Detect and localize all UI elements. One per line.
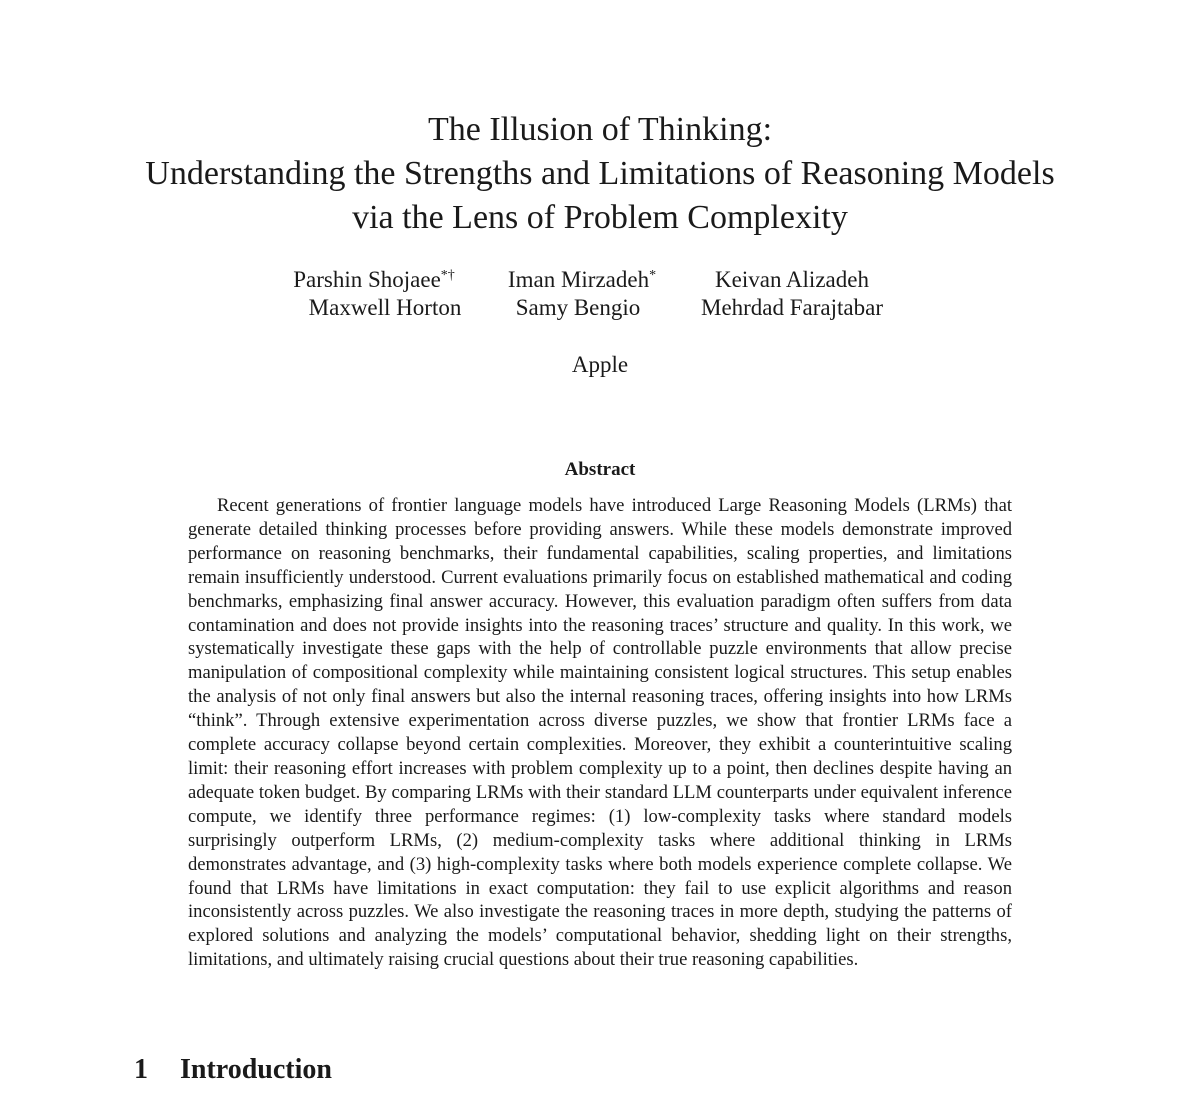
author-alizadeh	[715, 266, 869, 294]
author-name: Parshin Shojaee	[293, 267, 441, 292]
affiliation: Apple	[571, 352, 629, 377]
section-heading-introduction	[134, 1052, 332, 1088]
author-footnote-mark: *	[649, 268, 657, 283]
author-name: Iman Mirzadeh	[507, 267, 650, 292]
author-name: Keivan Alizadeh	[715, 267, 869, 292]
author-farajtabar	[701, 294, 883, 322]
title-line-2: Understanding the Strengths and Limitations of Reasoning Models	[145, 155, 1055, 192]
author-horton	[309, 294, 462, 322]
author-bengio	[516, 294, 641, 322]
author-name: Samy Bengio	[515, 295, 641, 320]
title-line-1: The Illusion of Thinking:	[427, 111, 773, 148]
section-title: Introduction	[180, 1054, 332, 1085]
author-mirzadeh	[508, 266, 656, 294]
author-name: Mehrdad Farajtabar	[700, 295, 884, 320]
paper-title	[0, 108, 1200, 240]
author-name: Maxwell Horton	[308, 295, 462, 320]
abstract-heading: Abstract	[564, 459, 636, 480]
section-number: 1	[134, 1054, 148, 1085]
author-shojaee	[293, 266, 455, 294]
title-line-3: via the Lens of Problem Complexity	[352, 199, 848, 236]
abstract-text: Recent generations of frontier language models have introduced Large Reasoning Models (LRMs) that generate detailed thinking processes before providing answers. While these models demonstrate improved performance on reasoning benchmarks, their fundamental capabilities, scaling properties, and limitations remain insufficiently understood. Current evaluations primarily focus on established mathematical and coding benchmarks, emphasizing final answer accuracy. However, this evaluation paradigm often suffers from data contamination and does not provide insights into the reasoning traces’ structure and quality. In this work, we systematically investigate these gaps with the help of controllable puzzle environments that allow precise manipulation of compositional complexity while maintaining consistent logical structures. This setup enables the analysis of not only final answers but also the internal reasoning traces, offering insights into how LRMs “think”. Through extensive experimentation across diverse puzzles, we show that frontier LRMs face a complete accuracy collapse beyond certain complexities. Moreover, they exhibit a counterintuitive scaling limit: their reasoning effort increases with problem complexity up to a point, then declines despite having an adequate token budget. By comparing LRMs with their standard LLM counterparts under equivalent inference compute, we identify three performance regimes: (1) low-complexity tasks where standard models surprisingly outperform LRMs, (2) medium-complexity tasks where additional thinking in LRMs demonstrates advantage, and (3) high-complexity tasks where both models experience complete collapse. We found that LRMs have limitations in exact computation: they fail to use explicit algorithms and reason inconsistently across puzzles. We also investigate the reasoning traces in more depth, studying the patterns of explored solutions and analyzing the models’ computational behavior, shedding light on their strengths, limitations, and ultimately raising crucial questions about their true reasoning capabilities.	[188, 495, 1012, 971]
author-footnote-mark: *†	[440, 268, 455, 283]
